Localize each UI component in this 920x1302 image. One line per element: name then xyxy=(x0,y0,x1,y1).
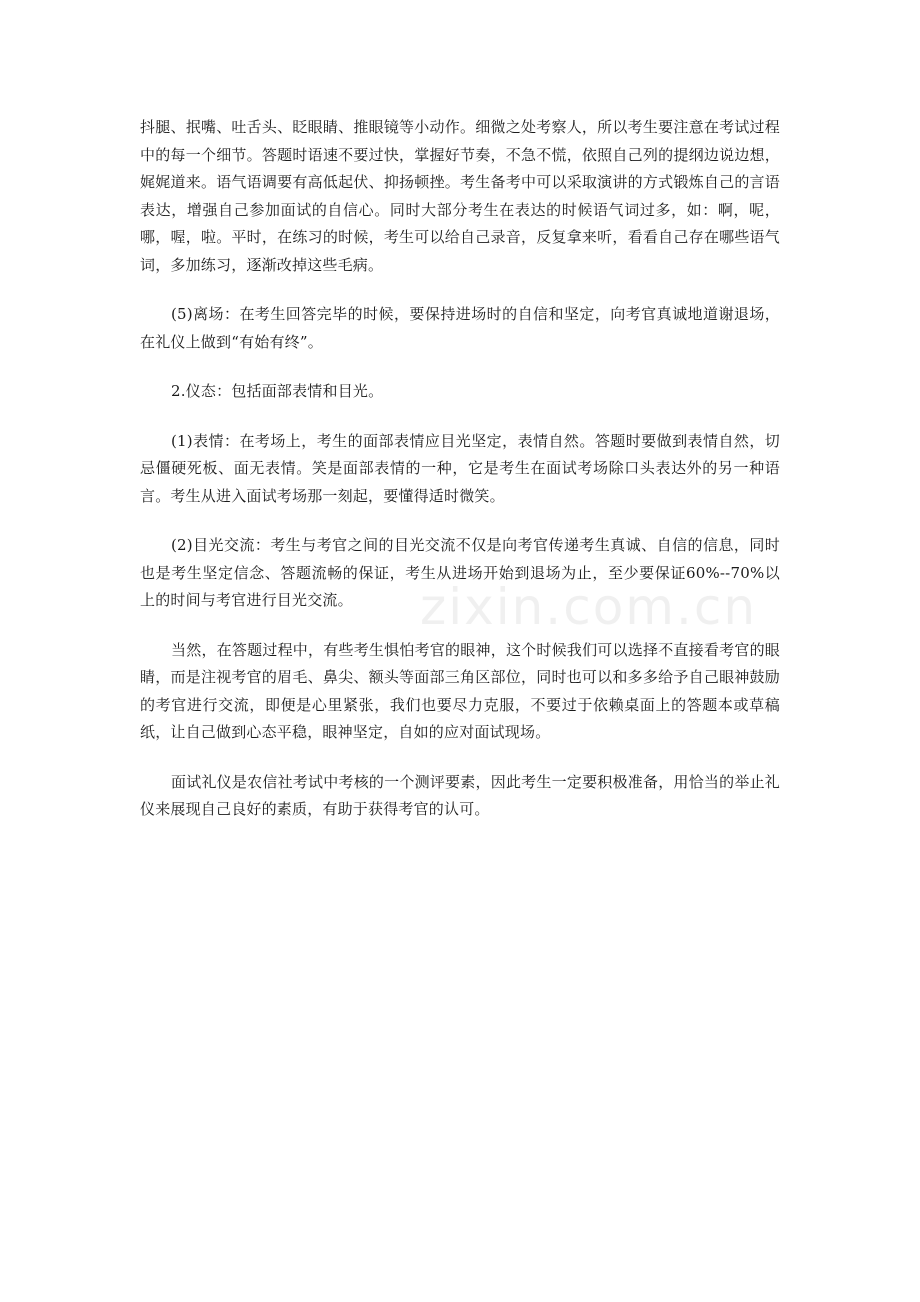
document-body xyxy=(140,114,780,846)
paragraph-answering: 当然，在答题过程中，有些考生惧怕考官的眼神，这个时候我们可以选择不直接看考官的眼睛，而是注视考官的眉毛、鼻尖、额头等面部三角区部位，同时也可以和多多给予自己眼神鼓励的考官进行交流，即便是心里紧张，我们也要尽力克服，不要过于依赖桌面上的答题本或草稿纸，让自己做到心态平稳，眼神坚定，自如的应对面试现场。 xyxy=(140,640,780,741)
paragraph-demeanor-heading: 2.仪态：包括面部表情和目光。 xyxy=(171,382,384,400)
paragraph-expression: (1)表情：在考场上，考生的面部表情应目光坚定，表情自然。答题时要做到表情自然，切忌僵硬死板、面无表情。笑是面部表情的一种，它是考生在面试考场除口头表达外的另一种语言。考生从进入面试考场那一刻起，要懂得适时微笑。 xyxy=(140,431,780,505)
paragraph-continuation: 抖腿、抿嘴、吐舌头、眨眼睛、推眼镜等小动作。细微之处考察人，所以考生要注意在考试过程中的每一个细节。答题时语速不要过快，掌握好节奏，不急不慌，依照自己列的提纲边说边想，娓娓道来。语气语调要有高低起伏、抑扬顿挫。考生备考中可以采取演讲的方式锻炼自己的言语表达，增强自己参加面试的自信心。同时大部分考生在表达的时候语气词过多，如：啊，呢，哪，喔，啦。平时，在练习的时候，考生可以给自己录音，反复拿来听，看看自己存在哪些语气词，多加练习，逐渐改掉这些毛病。 xyxy=(140,118,780,274)
paragraph-conclusion: 面试礼仪是农信社考试中考核的一个测评要素，因此考生一定要积极准备，用恰当的举止礼仪来展现自己良好的素质，有助于获得考官的认可。 xyxy=(140,772,780,818)
watermark-text: zixin.com.cn xyxy=(420,578,758,636)
paragraph-exit: (5)离场：在考生回答完毕的时候，要保持进场时的自信和坚定，向考官真诚地道谢退场，在礼仪上做到“有始有终”。 xyxy=(140,305,780,351)
paragraph-eye-contact: (2)目光交流：考生与考官之间的目光交流不仅是向考官传递考生真诚、自信的信息，同时也是考生坚定信念、答题流畅的保证，考生从进场开始到退场为止，至少要保证60%--70%以上的时间与考官进行目光交流。 xyxy=(140,536,780,609)
